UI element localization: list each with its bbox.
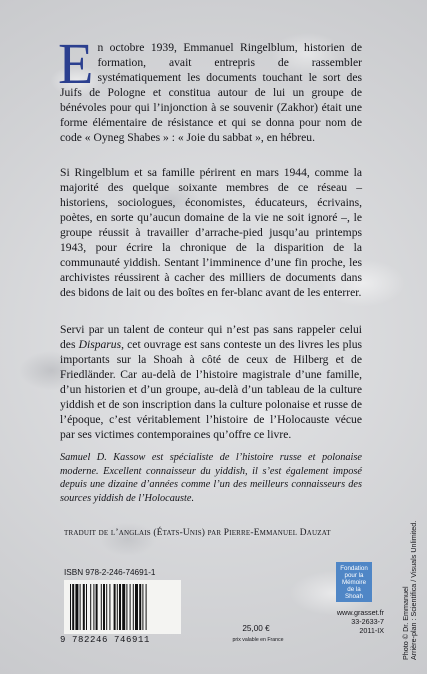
book-title-disparus: Disparus [78, 338, 122, 351]
paragraph-3 [60, 322, 362, 442]
author-bio: Samuel D. Kassow est spécialiste de l’histoire russe et polonaise moderne. Excellent connaisseur du yiddish, il s’est également imposé depuis une dizaine d’années comme l’un des meilleurs connaisseurs des sources yiddish de l’Holocauste. [60, 452, 362, 504]
fondation-line: Fondation [340, 565, 368, 572]
isbn: ISBN 978-2-246-74691-1 [64, 568, 156, 577]
paragraph-1 [58, 31, 362, 145]
publisher-date: 2011-IX [359, 626, 384, 636]
publisher-url: www.grasset.fr [336, 608, 384, 617]
paragraph-2: Si Ringelblum et sa famille périrent en mars 1944, comme la majorité des quelque soixante membres de ce réseau – historiens, sociologues, économistes, éducateurs, écrivains, poètes, en sorte qu’aucun domaine de la vie ne soit ignoré –, le groupe réussit à travailler d’arrache-pied jusqu’au printemps 1943, pour écrire la chronique de la disparition de la communauté yiddish. Sentant l’imminence d’une fin proche, les archivistes réussirent à cacher des milliers de documents dans des bidons de lait ou des boîtes en fer-blanc avant de les enterrer. [60, 166, 362, 299]
publisher-info [330, 608, 384, 636]
price-note: prix valable en France [232, 637, 284, 643]
fondation-line: Shoah [345, 593, 363, 600]
barcode [64, 580, 181, 634]
drop-cap: E [58, 31, 94, 96]
fondation-line: Mémoire [341, 579, 367, 586]
paragraph-3-start: Servi par un talent de conteur qui n’est pas sans rappeler celui des [60, 323, 362, 351]
fondation-line: pour la [344, 572, 364, 579]
barcode-digits: 9 782246 746911 [60, 635, 151, 645]
photo-credit-line: Photo © Dr. Emmanuel [401, 586, 410, 660]
translator-text: traduit de l’anglais (États-Unis) par Pierre-Emmanuel Dauzat [64, 528, 331, 538]
photo-credit [402, 460, 419, 660]
price: 25,00 € [242, 624, 270, 633]
paragraph-1-text: n octobre 1939, Emmanuel Ringelblum, historien de formation, avait entrepris de rassembler systématiquement les documents touchant le sort des Juifs de Pologne et constitua autour de lui un groupe de bénévoles pour qui l’injonction à se souvenir (Zakhor) était une forme élémentaire de résistance et qui se donna pour nom de code « Oyneg Shabes » : « Joie du sabbat », en hébreu. [60, 41, 362, 144]
fondation-logo [336, 562, 372, 602]
fondation-line: de la [347, 586, 361, 593]
paragraph-3-end: , cet ouvrage est sans conteste un des livres les plus importants sur la Shoah à côté de ceux de Hilberg et de Friedländer. Car au-delà de l’histoire magistrale d’une famille, d’un historien et d’un groupe, au-delà d’un tableau de la culture yiddish et de son inscription dans la culture polonaise et russe de l’époque, c’est véritablement l’histoire de l’Holocauste vécue par ses victimes contemporaines qu’offre ce livre. [60, 338, 363, 441]
translator-credit [64, 528, 331, 538]
publisher-code: 33-2633-7 [351, 617, 384, 627]
photo-credit-line: Arrière-plan : Scientifica / Visuals Unlimited. [409, 520, 419, 660]
